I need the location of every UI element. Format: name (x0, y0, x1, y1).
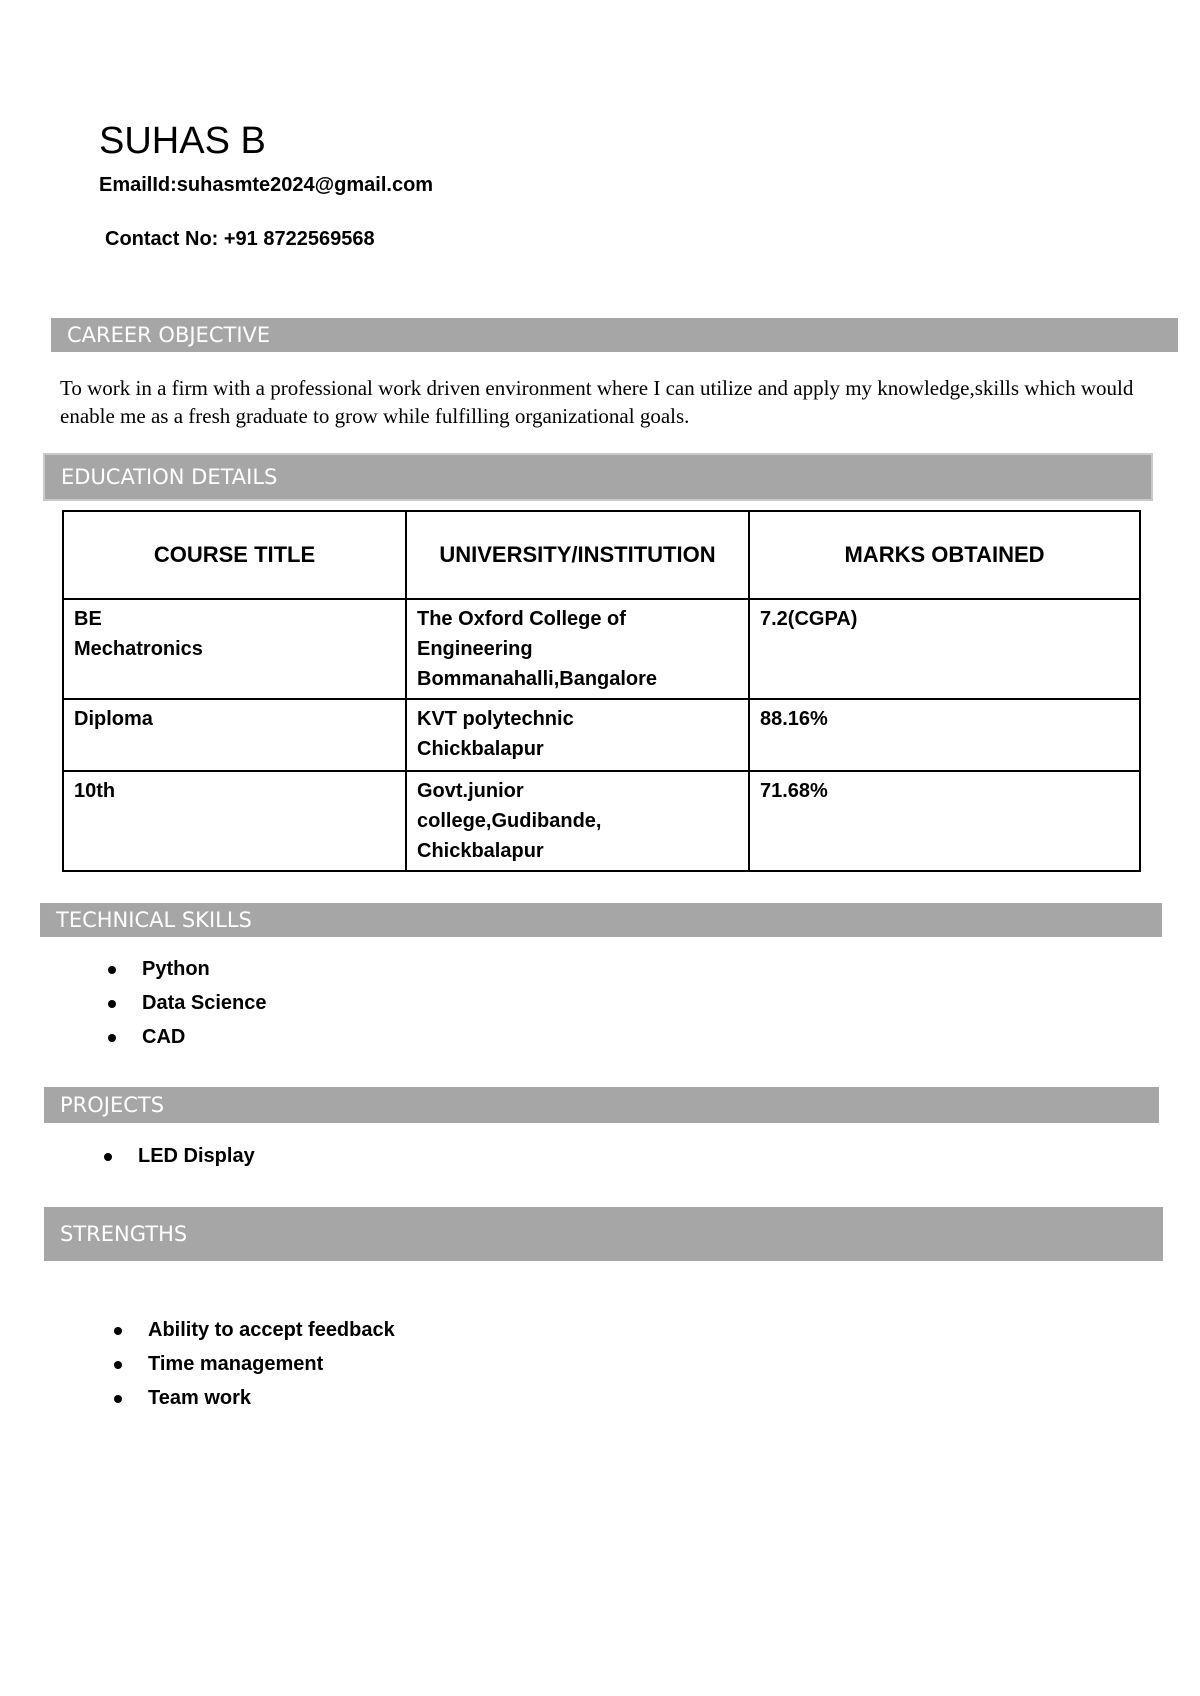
institution-cell (406, 771, 749, 871)
institution-location: Bommanahalli,Bangalore (417, 668, 658, 690)
contact-line: Contact No: +91 8722569568 (105, 228, 375, 250)
section-header-education: EDUCATION DETAILS (43, 453, 1153, 501)
table-row (63, 771, 1140, 871)
objective-text: To work in a firm with a professional work driven environment where I can utilize and apply my knowledge,skills which would enable me as a fresh graduate to grow while fulfilling organizational goals. (60, 376, 1134, 428)
list-item: Ability to accept feedback (106, 1313, 395, 1347)
institution-location: Chickbalapur (417, 738, 544, 760)
strengths-list (106, 1313, 395, 1415)
column-header-marks: MARKS OBTAINED (749, 511, 1140, 599)
column-header-institution: UNIVERSITY/INSTITUTION (406, 511, 749, 599)
list-item: Data Science (100, 986, 267, 1020)
institution-name: KVT polytechnic (417, 708, 574, 730)
marks-cell: 7.2(CGPA) (749, 599, 1140, 699)
list-item: Python (100, 952, 267, 986)
marks-cell: 88.16% (749, 699, 1140, 771)
table-header-row (63, 511, 1140, 599)
institution-name: The Oxford College of Engineering (417, 608, 626, 660)
candidate-name: SUHAS B (99, 120, 266, 162)
list-item: Time management (106, 1347, 395, 1381)
table-row (63, 699, 1140, 771)
projects-list (96, 1139, 255, 1173)
course-cell: 10th (63, 771, 406, 871)
institution-cell (406, 599, 749, 699)
institution-name: Govt.junior (417, 780, 524, 802)
list-item: LED Display (96, 1139, 255, 1173)
course-cell: Diploma (63, 699, 406, 771)
institution-cell (406, 699, 749, 771)
course-branch: Mechatronics (74, 638, 203, 660)
course-cell (63, 599, 406, 699)
email-line: EmailId:suhasmte2024@gmail.com (99, 174, 434, 196)
institution-location: Chickbalapur (417, 840, 544, 862)
education-table (62, 510, 1141, 872)
column-header-course: COURSE TITLE (63, 511, 406, 599)
section-header-projects: PROJECTS (44, 1087, 1159, 1123)
marks-cell: 71.68% (749, 771, 1140, 871)
list-item: CAD (100, 1020, 267, 1054)
section-header-technical-skills: TECHNICAL SKILLS (40, 903, 1162, 937)
course-title: BE (74, 608, 102, 630)
list-item: Team work (106, 1381, 395, 1415)
skills-list (100, 952, 267, 1054)
institution-line-2: college,Gudibande, (417, 810, 602, 832)
section-header-strengths: STRENGTHS (44, 1207, 1163, 1261)
section-header-career-objective: CAREER OBJECTIVE (51, 318, 1178, 352)
table-row (63, 599, 1140, 699)
